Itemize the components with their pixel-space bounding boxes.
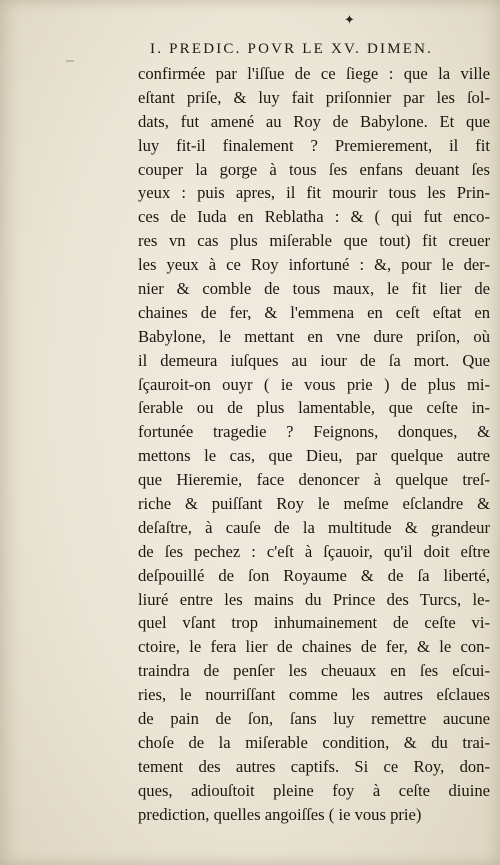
text-line: couper la gorge à tous ſes enfans deuant ſes [138, 159, 490, 179]
text-line: confirmée par l'iſſue de ce ſiege : que la ville [138, 64, 490, 83]
body-text [138, 62, 490, 827]
text-line: chaines de fer, & l'emmena en ceſt eſtat en [138, 302, 490, 322]
text-line: dats, fut amené au Roy de Babylone. Et que [138, 111, 490, 131]
text-line: ries, le nourriſſant comme les autres eſclaues [138, 685, 490, 705]
text-line: mettons le cas, que Dieu, par quelque autre [138, 446, 490, 466]
text-line: il demeura iuſques au iour de ſa mort. Que [138, 350, 490, 370]
margin-mark [66, 60, 74, 62]
text-line: prediction, quelles angoiſſes ( ie vous prie) [138, 804, 422, 824]
text-line: fortunée tragedie ? Feignons, donques, & [138, 422, 490, 442]
text-line: ſçauroit-on ouyr ( ie vous prie ) de plus mi- [138, 374, 490, 394]
ornament-mark: ✦ [344, 13, 355, 28]
text-line: traindra de penſer les cheuaux en ſes eſcui- [138, 661, 490, 681]
text-line: que Hieremie, face denoncer à quelque treſ- [138, 470, 490, 490]
text-line: luy fit-il finalement ? Premierement, il fit [138, 135, 490, 155]
text-line: ces de Iuda en Reblatha : & ( qui fut enco- [138, 207, 490, 227]
text-line: ſerable ou de plus lamentable, que ceſte in- [138, 398, 490, 418]
text-line: res vn cas plus miſerable que tout) fit creuer [138, 231, 490, 251]
text-line: Babylone, le mettant en vne dure priſon, où [138, 326, 490, 346]
text-line: liuré entre les mains du Prince des Turcs, le- [138, 589, 490, 609]
text-line: quel vſant trop inhumainement de ceſte vi- [138, 613, 490, 633]
text-line: eſtant priſe, & luy fait priſonnier par les ſol- [138, 87, 490, 107]
text-line: choſe de la miſerable condition, & du trai- [138, 732, 490, 752]
text-line: riche & puiſſant Roy le meſme eſclandre & [138, 494, 490, 514]
text-line: nier & comble de tous maux, le fit lier de [138, 279, 490, 299]
text-line: tement des autres captifs. Si ce Roy, don- [138, 756, 490, 776]
text-line: de pain de ſon, ſans luy remettre aucune [138, 709, 490, 729]
text-line: ques, adiouſtoit pleine foy à ceſte diuine [138, 780, 490, 800]
text-line: les yeux à ce Roy infortuné : &, pour le der- [138, 255, 490, 275]
text-line: deſaſtre, à cauſe de la multitude & grandeur [138, 517, 490, 537]
text-line: ctoire, le fera lier de chaines de fer, & le con- [138, 637, 490, 657]
text-line: deſpouillé de ſon Royaume & de ſa liberté, [138, 565, 490, 585]
text-line: yeux : puis apres, il fit mourir tous les Prin- [138, 183, 490, 203]
text-line: de ſes pechez : c'eſt à ſçauoir, qu'il doit eſtre [138, 541, 490, 561]
running-head: I. PREDIC. POVR LE XV. DIMEN. [150, 41, 434, 57]
